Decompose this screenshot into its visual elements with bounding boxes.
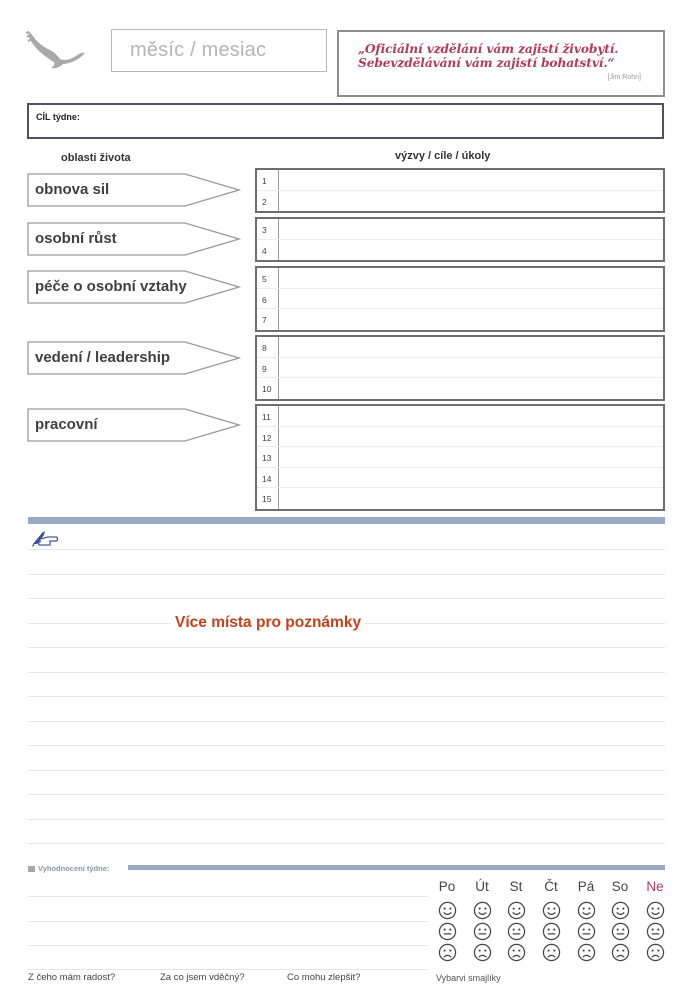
neutral-face-icon[interactable]: [438, 922, 457, 941]
notes-label: Více místa pro poznámky: [171, 614, 365, 632]
task-number: 3: [257, 219, 279, 239]
task-row: [257, 378, 663, 399]
neutral-face-icon[interactable]: [611, 922, 630, 941]
task-row: [257, 488, 663, 509]
task-row: [257, 289, 663, 310]
task-field[interactable]: [280, 309, 663, 330]
area-personal-growth: [27, 222, 241, 256]
task-number: 15: [257, 488, 279, 509]
happy-face-icon[interactable]: [611, 901, 630, 920]
day-label: Pá: [577, 879, 595, 894]
quote-line-2: Sebevzdělávání vám zajistí bohatství.“: [358, 56, 615, 70]
evaluation-line: [28, 945, 428, 946]
task-number: 5: [257, 268, 279, 288]
area-label: vedení / leadership: [35, 349, 171, 366]
question-joy: Z čeho mám radost?: [28, 972, 116, 983]
task-field[interactable]: [280, 378, 663, 399]
area-label: osobní růst: [35, 230, 117, 247]
mood-hint: Vybarvi smajlíky: [436, 973, 501, 983]
task-field[interactable]: [280, 488, 663, 509]
task-number: 11: [257, 406, 279, 426]
happy-face-icon[interactable]: [577, 901, 596, 920]
area-leadership: [27, 341, 241, 375]
day-column-st: [499, 879, 533, 962]
sad-face-icon[interactable]: [473, 943, 492, 962]
weekly-goal-label: CÍL týdne:: [36, 112, 80, 122]
sad-face-icon[interactable]: [646, 943, 665, 962]
note-line: [28, 574, 665, 575]
month-field[interactable]: [111, 29, 327, 72]
task-number: 9: [257, 358, 279, 378]
task-field[interactable]: [280, 170, 663, 190]
task-field[interactable]: [280, 447, 663, 467]
note-line: [28, 647, 665, 648]
note-line: [28, 794, 665, 795]
day-label: Po: [438, 879, 456, 894]
task-field[interactable]: [280, 240, 663, 261]
task-row: [257, 427, 663, 448]
task-field[interactable]: [280, 337, 663, 357]
task-field[interactable]: [280, 219, 663, 239]
happy-face-icon[interactable]: [473, 901, 492, 920]
evaluation-divider: [128, 865, 665, 870]
task-number: 1: [257, 170, 279, 190]
task-row: [257, 268, 663, 289]
task-number: 10: [257, 378, 279, 399]
day-label: St: [509, 879, 523, 894]
neutral-face-icon[interactable]: [473, 922, 492, 941]
neutral-face-icon[interactable]: [646, 922, 665, 941]
task-number: 6: [257, 289, 279, 309]
task-group-4: [255, 335, 665, 401]
task-row: [257, 337, 663, 358]
quote-box: [337, 30, 665, 97]
note-line: [28, 672, 665, 673]
happy-face-icon[interactable]: [438, 901, 457, 920]
neutral-face-icon[interactable]: [577, 922, 596, 941]
task-row: [257, 219, 663, 240]
eagle-icon: [24, 28, 88, 72]
day-label: So: [611, 879, 629, 894]
happy-face-icon[interactable]: [542, 901, 561, 920]
task-number: 2: [257, 191, 279, 212]
sad-face-icon[interactable]: [507, 943, 526, 962]
task-number: 7: [257, 309, 279, 330]
happy-face-icon[interactable]: [646, 901, 665, 920]
quote-line-1: „Oficiální vzdělání vám zajistí živobytí.: [358, 42, 619, 56]
sad-face-icon[interactable]: [438, 943, 457, 962]
note-line: [28, 745, 665, 746]
note-line: [28, 696, 665, 697]
task-group-1: [255, 168, 665, 213]
day-label: Čt: [544, 879, 558, 894]
quote-author: [Jim Rohn]: [607, 74, 641, 81]
evaluation-line: [28, 969, 428, 970]
task-field[interactable]: [280, 358, 663, 378]
happy-face-icon[interactable]: [507, 901, 526, 920]
task-field[interactable]: [280, 289, 663, 309]
question-gratitude: Za co jsem vděčný?: [160, 972, 245, 983]
sad-face-icon[interactable]: [611, 943, 630, 962]
evaluation-label: [28, 864, 109, 873]
task-number: 12: [257, 427, 279, 447]
day-label: Ne: [646, 879, 664, 894]
task-row: [257, 406, 663, 427]
square-bullet-icon: [28, 866, 35, 872]
month-placeholder: měsíc / mesiac: [130, 39, 267, 61]
note-line: [28, 549, 665, 550]
area-work: [27, 408, 241, 442]
day-column-so: [603, 879, 637, 962]
task-number: 14: [257, 468, 279, 488]
day-column-ct: [534, 879, 568, 962]
task-row: [257, 191, 663, 212]
section-divider: [28, 517, 665, 524]
quote-text: [358, 42, 618, 70]
day-column-po: [430, 879, 464, 962]
area-relationships: [27, 270, 241, 304]
task-row: [257, 170, 663, 191]
task-field[interactable]: [280, 268, 663, 288]
question-improve: Co mohu zlepšit?: [287, 972, 361, 983]
day-column-ne: [638, 879, 672, 962]
day-label: Út: [475, 879, 489, 894]
evaluation-line: [28, 896, 428, 897]
task-row: [257, 358, 663, 379]
task-group-2: [255, 217, 665, 262]
area-label: pracovní: [35, 416, 98, 433]
note-line: [28, 721, 665, 722]
task-field[interactable]: [280, 427, 663, 447]
neutral-face-icon[interactable]: [542, 922, 561, 941]
area-renewal: [27, 173, 241, 207]
day-column-ut: [465, 879, 499, 962]
sad-face-icon[interactable]: [542, 943, 561, 962]
tasks-heading: výzvy / cíle / úkoly: [395, 150, 491, 162]
area-label: péče o osobní vztahy: [35, 278, 187, 295]
note-line: [28, 843, 665, 844]
note-line: [28, 770, 665, 771]
evaluation-label-text: Vyhodnocení týdne:: [38, 864, 110, 873]
task-field[interactable]: [280, 191, 663, 212]
task-row: [257, 309, 663, 330]
note-line: [28, 819, 665, 820]
sad-face-icon[interactable]: [577, 943, 596, 962]
task-number: 13: [257, 447, 279, 467]
areas-heading: oblasti života: [61, 152, 131, 164]
day-column-pa: [569, 879, 603, 962]
task-field[interactable]: [280, 468, 663, 488]
task-number: 8: [257, 337, 279, 357]
task-row: [257, 240, 663, 261]
task-group-3: [255, 266, 665, 332]
task-number: 4: [257, 240, 279, 261]
task-field[interactable]: [280, 406, 663, 426]
weekly-goal-field[interactable]: [27, 103, 664, 139]
neutral-face-icon[interactable]: [507, 922, 526, 941]
area-label: obnova sil: [35, 181, 110, 198]
evaluation-line: [28, 921, 428, 922]
writing-hand-icon: [30, 528, 60, 548]
task-group-5: [255, 404, 665, 511]
task-row: [257, 468, 663, 489]
note-line: [28, 598, 665, 599]
task-row: [257, 447, 663, 468]
